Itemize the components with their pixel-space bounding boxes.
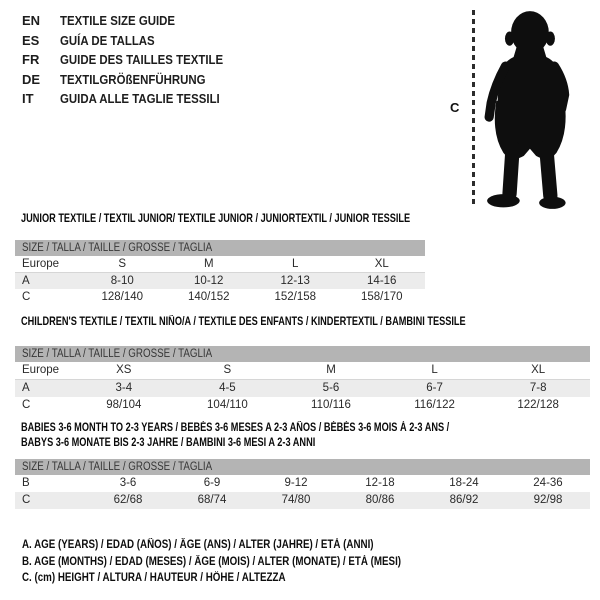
size-cell: S [223,364,232,376]
size-cell: 8-10 [110,275,134,287]
size-cell: 128/140 [101,291,144,303]
size-cell: 4-5 [219,382,236,394]
table-row-a [15,273,425,289]
language-code: FR [22,52,40,68]
section-title-children: CHILDREN'S TEXTILE / TEXTIL NIÑO/A / TEXTILE DES ENFANTS / KINDERTEXTIL / BAMBINI TESSILE [21,316,466,328]
row-label: B [22,477,30,489]
size-cell: 62/68 [113,494,143,506]
size-cell: 12-18 [365,477,395,489]
row-label: Europe [22,364,60,376]
size-header-row: SIZE / TALLA / TAILLE / GRÖSSE / TAGLIA [15,346,590,362]
baby-silhouette-icon [482,7,584,213]
language-code: IT [22,91,34,107]
row-label: C [22,399,31,411]
size-cell: L [431,364,438,376]
children-size-table [15,346,590,414]
language-row-de [22,70,245,90]
junior-size-table [15,240,425,305]
height-measure-dashed-line [472,10,475,206]
table-row-a [15,380,590,397]
language-row-en [22,11,245,31]
size-cell: 7-8 [529,382,547,394]
size-cell: 158/170 [360,291,403,303]
size-cell: 92/98 [533,494,563,506]
language-row-it [22,89,245,109]
size-cell: 18-24 [449,477,479,489]
language-label: GUIDA ALLE TAGLIE TESSILI [60,91,220,107]
language-row-es [22,31,245,51]
size-cell: 14-16 [367,275,397,287]
size-cell: 152/158 [274,291,317,303]
size-cell: M [203,258,214,270]
size-cell: 10-12 [194,275,224,287]
table-row-c [15,492,590,509]
size-cell: 24-36 [533,477,563,489]
language-code: DE [22,71,41,87]
language-list [22,11,245,109]
section-title-babies: BABIES 3-6 MONTH TO 2-3 YEARS / BEBÉS 3-6 MESES A 2-3 AÑOS / BÉBÉS 3-6 MOIS À 2-3 ANS / BABYS 3-6 MONATE BIS 2-3 JAHRE / BAMBINI 3-6 MESI A 2-3 ANNI [21,422,450,449]
language-label: TEXTILGRÖßENFÜHRUNG [60,71,206,87]
size-cell: 80/86 [365,494,395,506]
size-cell: 98/104 [106,399,142,411]
table-row-b [15,475,590,492]
size-cell: 6-7 [426,382,443,394]
row-label: A [22,275,30,287]
size-cell: XS [116,364,132,376]
language-row-fr [22,50,245,70]
language-label: GUIDE DES TAILLES TEXTILE [60,52,224,68]
row-label: A [22,382,30,394]
size-cell: 68/74 [197,494,227,506]
size-cell: 5-6 [322,382,340,394]
footnotes [22,537,468,587]
size-cell: XL [374,258,389,270]
size-cell: XL [531,364,546,376]
table-row-europe [15,362,590,380]
language-label: GUÍA DE TALLAS [60,32,155,48]
row-label: C [22,494,31,506]
size-cell: M [326,364,336,376]
footnote-b: B. AGE (MONTHS) / EDAD (MESES) / ÂGE (MOIS) / ALTER (MONATE) / ETÀ (MESI) [22,555,402,568]
size-cell: 6-9 [203,477,221,489]
size-cell: 86/92 [449,494,479,506]
language-label: TEXTILE SIZE GUIDE [60,13,176,29]
language-code: ES [22,32,40,48]
table-row-europe [15,256,425,273]
table-row-c [15,289,425,305]
size-cell: 122/128 [517,399,559,411]
size-cell: 104/110 [207,399,248,411]
footnote-c: C. (cm) HEIGHT / ALTURA / HAUTEUR / HÖHE / ALTEZZA [22,572,286,584]
size-cell: L [292,258,299,270]
height-label-c: C [450,100,460,115]
size-header-row: SIZE / TALLA / TAILLE / GRÖSSE / TAGLIA [15,240,425,256]
size-cell: 74/80 [281,494,311,506]
row-label: Europe [22,258,60,270]
babies-size-table [15,459,590,509]
size-cell: S [118,258,127,270]
size-cell: 140/152 [187,291,230,303]
size-cell: 12-13 [280,275,310,287]
language-code: EN [22,13,41,29]
row-label: C [22,291,31,303]
size-cell: 110/116 [311,399,351,411]
table-row-c [15,397,590,414]
size-cell: 3-6 [119,477,137,489]
section-title-junior: JUNIOR TEXTILE / TEXTIL JUNIOR/ TEXTILE JUNIOR / JUNIORTEXTIL / JUNIOR TESSILE [21,213,411,225]
size-cell: 9-12 [284,477,308,489]
size-cell: 3-4 [115,382,133,394]
size-header-row: SIZE / TALLA / TAILLE / GRÖSSE / TAGLIA [15,459,590,475]
footnote-a: A. AGE (YEARS) / EDAD (AÑOS) / ÂGE (ANS) / ALTER (JAHRE) / ETÀ (ANNI) [22,539,374,551]
size-cell: 116/122 [414,399,455,411]
